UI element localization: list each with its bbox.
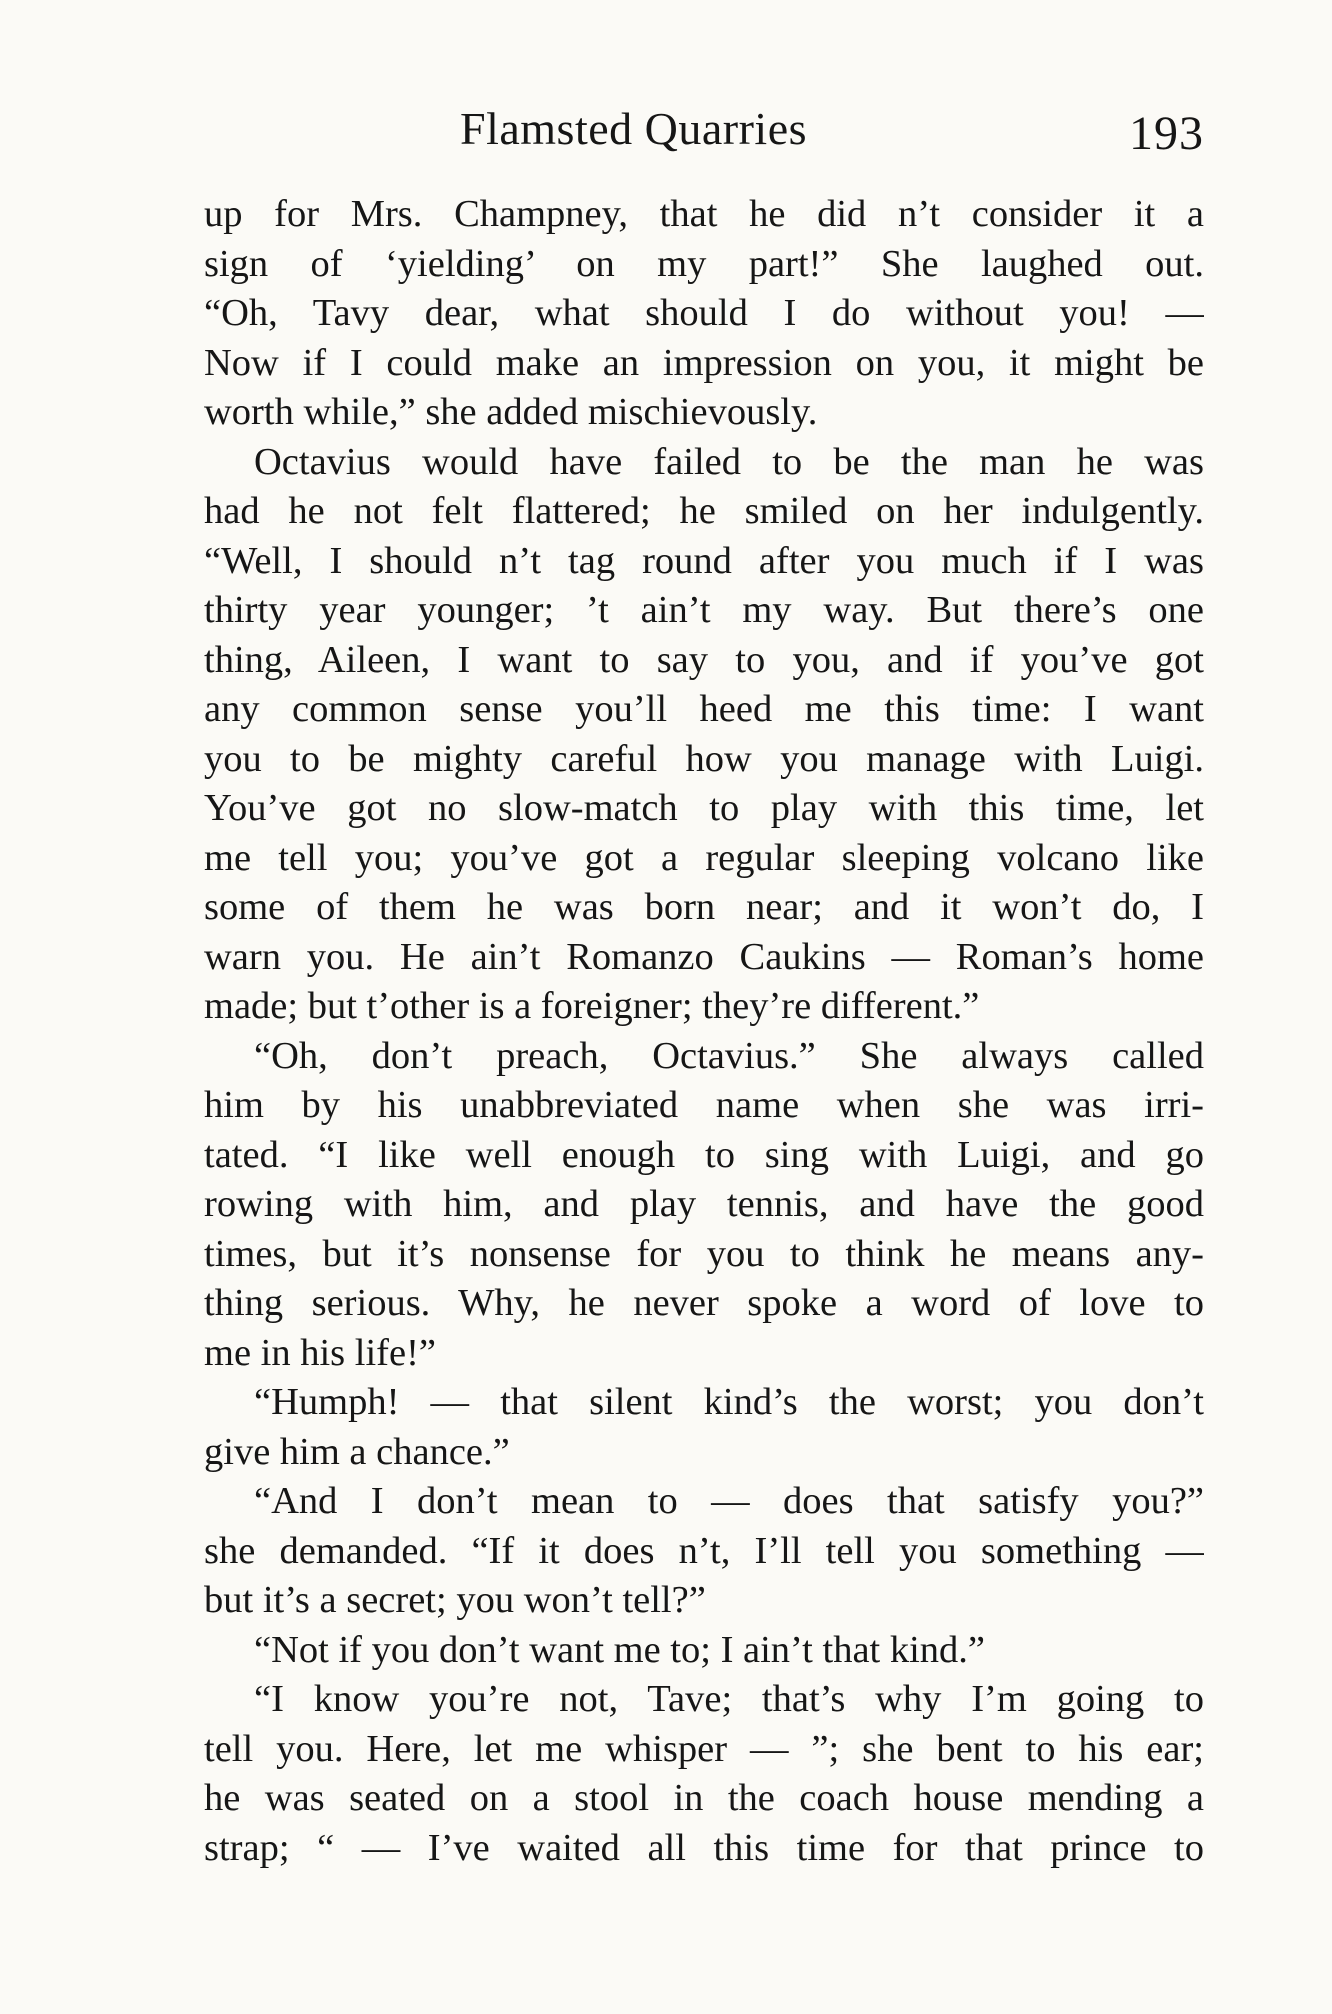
text-line: sign of ‘yielding’ on my part!” She laughed out. [204, 242, 1204, 285]
text-line: warn you. He ain’t Romanzo Caukins — Roman’s home [204, 935, 1204, 978]
text-line: tell you. Here, let me whisper — ”; she bent to his ear; [204, 1727, 1204, 1770]
text-line: any common sense you’ll heed me this time: I want [204, 688, 1204, 730]
text-line: me tell you; you’ve got a regular sleeping volcano like [204, 836, 1204, 879]
text-line: but it’s a secret; you won’t tell?” [204, 1579, 706, 1621]
text-line: strap; “ — I’ve waited all this time for that prince to [204, 1826, 1204, 1869]
text-line: “I know you’re not, Tave; that’s why I’m going to [254, 1678, 1204, 1720]
text-line: worth while,” she added mischievously. [204, 391, 818, 433]
text-line: you to be mighty careful how you manage with Luigi. [204, 737, 1204, 780]
text-line: You’ve got no slow-match to play with this time, let [204, 787, 1204, 829]
text-line: times, but it’s nonsense for you to think he means any- [204, 1232, 1204, 1275]
page-number: 193 [1129, 107, 1204, 160]
text-line: thing, Aileen, I want to say to you, and if you’ve got [204, 638, 1204, 681]
text-line: had he not felt flattered; he smiled on her indulgently. [204, 490, 1204, 532]
text-line: tated. “I like well enough to sing with Luigi, and go [204, 1133, 1204, 1176]
text-line: give him a chance.” [204, 1430, 510, 1473]
text-line: up for Mrs. Champney, that he did n’t consider it a [204, 193, 1204, 235]
text-line: rowing with him, and play tennis, and have the good [204, 1183, 1204, 1225]
text-line: “Oh, Tavy dear, what should I do without you! — [204, 292, 1204, 334]
text-line: “And I don’t mean to — does that satisfy you?” [254, 1480, 1204, 1522]
text-line: “Not if you don’t want me to; I ain’t that kind.” [254, 1628, 986, 1671]
text-line: Octavius would have failed to be the man he was [254, 440, 1204, 483]
text-line: he was seated on a stool in the coach house mending a [204, 1777, 1204, 1819]
text-line: “Well, I should n’t tag round after you much if I was [204, 539, 1204, 582]
text-line: “Humph! — that silent kind’s the worst; you don’t [254, 1381, 1204, 1423]
text-line: thirty year younger; ’t ain’t my way. But there’s one [204, 589, 1204, 631]
running-title: Flamsted Quarries [460, 103, 808, 154]
page-header [204, 102, 1204, 172]
text-line: made; but t’other is a foreigner; they’re different.” [204, 985, 980, 1027]
text-line: thing serious. Why, he never spoke a word of love to [204, 1282, 1204, 1324]
text-line: she demanded. “If it does n’t, I’ll tell you something — [204, 1529, 1204, 1572]
text-line: me in his life!” [204, 1331, 436, 1374]
text-line: some of them he was born near; and it won’t do, I [204, 886, 1204, 928]
text-line: “Oh, don’t preach, Octavius.” She always called [254, 1034, 1204, 1077]
body-text [204, 190, 1204, 1873]
text-line: him by his unabbreviated name when she was irri- [204, 1084, 1204, 1126]
text-line: Now if I could make an impression on you, it might be [204, 341, 1204, 384]
